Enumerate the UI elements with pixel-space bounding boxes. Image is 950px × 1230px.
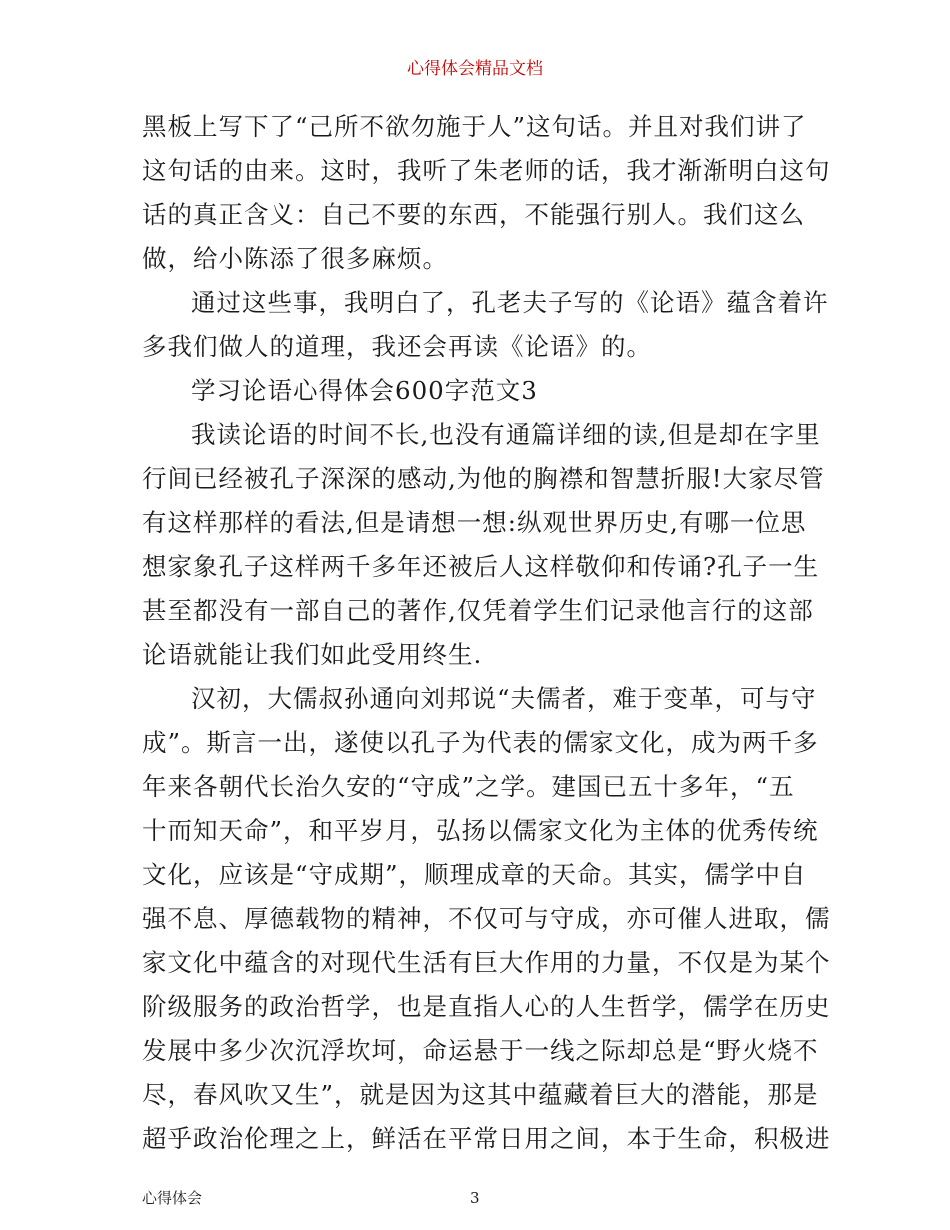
text-line: 我读论语的时间不长,也没有通篇详细的读,但是却在字里: [191, 420, 821, 449]
text-line: 超乎政治伦理之上，鲜活在平常日用之间，本于生命，积极进: [142, 1124, 831, 1153]
text-line: 行间已经被孔子深深的感动,为他的胸襟和智慧折服!大家尽管: [142, 464, 825, 493]
text-line: 文化，应该是“守成期”，顺理成章的天命。其实，儒学中自: [142, 860, 807, 889]
text-line: 十而知天命”，和平岁月，弘扬以儒家文化为主体的优秀传统: [142, 816, 819, 845]
text-line: 成”。斯言一出，遂使以孔子为代表的儒家文化，成为两千多: [142, 728, 819, 757]
text-line: 年来各朝代长治久安的“守成”之学。建国已五十多年，“五: [142, 772, 795, 801]
text-line: 汉初，大儒叔孙通向刘邦说“夫儒者，难于变革，可与守: [191, 684, 817, 713]
text-line: 想家象孔子这样两千多年还被后人这样敬仰和传诵?孔子一生: [142, 552, 820, 581]
footer-label: 心得体会: [142, 1189, 203, 1207]
page-header-title: 心得体会精品文档: [407, 59, 543, 79]
text-line: 发展中多少次沉浮坎坷，命运悬于一线之际却总是“野火烧不: [142, 1036, 819, 1065]
text-line: 黑板上写下了“己所不欲勿施于人”这句话。并且对我们讲了: [142, 112, 807, 141]
document-body: [142, 105, 831, 1161]
text-line: 甚至都没有一部自己的著作,仅凭着学生们记录他言行的这部: [142, 596, 814, 625]
text-line: 强不息、厚德载物的精神，不仅可与守成，亦可催人进取，儒: [142, 904, 831, 933]
text-line: 话的真正含义：自己不要的东西，不能强行别人。我们这么: [142, 200, 805, 229]
text-line: 尽，春风吹又生”，就是因为这其中蕴藏着巨大的潜能，那是: [142, 1080, 819, 1109]
footer-page-number: 3: [470, 1189, 480, 1207]
text-line: 家文化中蕴含的对现代生活有巨大作用的力量，不仅是为某个: [142, 948, 831, 977]
text-line: 论语就能让我们如此受用终生.: [142, 640, 483, 669]
text-line: 学习论语心得体会600字范文3: [191, 376, 538, 405]
text-line: 这句话的由来。这时，我听了朱老师的话，我才渐渐明白这句: [142, 156, 831, 185]
text-line: 有这样那样的看法,但是请想一想:纵观世界历史,有哪一位思: [142, 508, 807, 537]
text-line: 阶级服务的政治哲学，也是直指人心的人生哲学，儒学在历史: [142, 992, 831, 1021]
text-line: 通过这些事，我明白了，孔老夫子写的《论语》蕴含着许: [191, 288, 829, 317]
text-line: 多我们做人的道理，我还会再读《论语》的。: [142, 332, 652, 361]
text-line: 做，给小陈添了很多麻烦。: [142, 244, 448, 273]
